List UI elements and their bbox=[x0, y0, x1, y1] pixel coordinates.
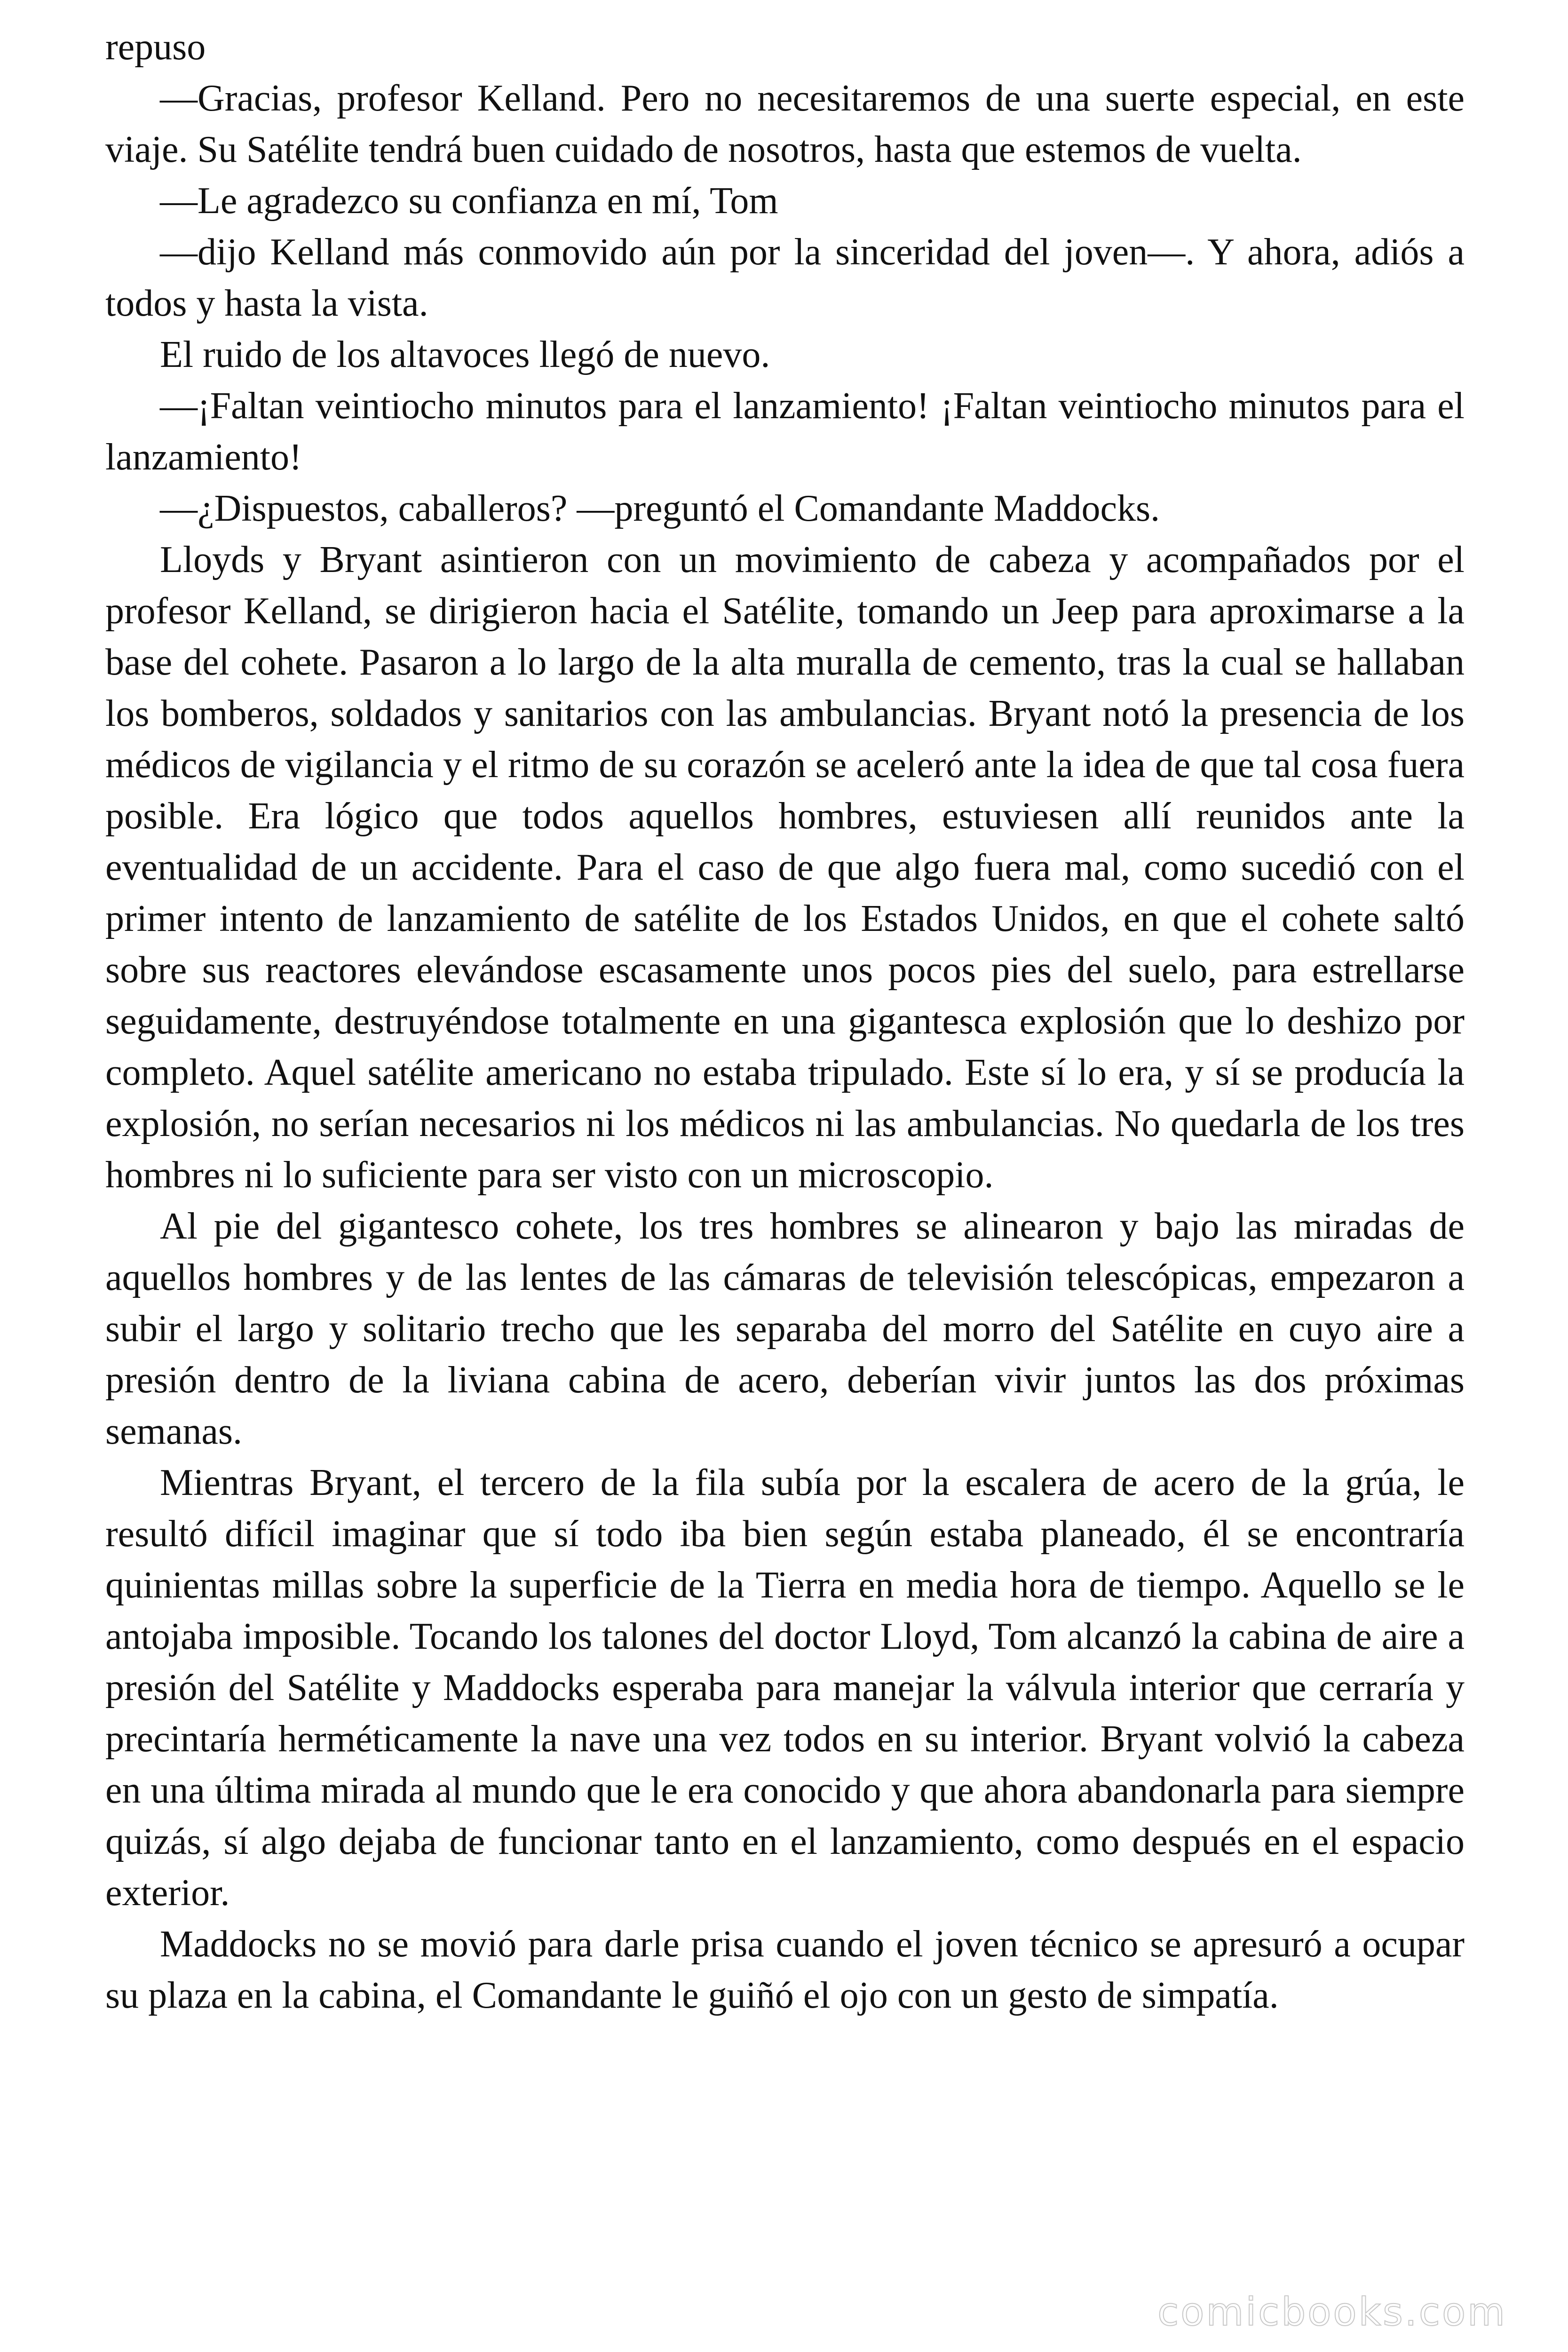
paragraph-10: Mientras Bryant, el tercero de la fila subía por la escalera de acero de la grúa, le resultó difícil imaginar que sí todo iba bien según estaba planeado, él se encontraría quinientas millas sobre la superficie de la Tierra en media hora de tiempo. Aquello se le antojaba imposible. Tocando los talones del doctor Lloyd, Tom alcanzó la cabina de aire a presión del Satélite y Maddocks esperaba para manejar la válvula interior que cerraría y precintaría herméticamente la nave una vez todos en su interior. Bryant volvió la cabeza en una última mirada al mundo que le era conocido y que ahora abandonarla para siempre quizás, sí algo dejaba de funcionar tanto en el lanzamiento, como después en el espacio exterior. bbox=[105, 1462, 1465, 1914]
paragraph-5: El ruido de los altavoces llegó de nuevo. bbox=[160, 334, 770, 375]
paragraph-3: —Le agradezco su confianza en mí, Tom bbox=[160, 180, 778, 222]
book-page-text bbox=[105, 22, 1465, 2021]
paragraph-9: Al pie del gigantesco cohete, los tres hombres se alinearon y bajo las miradas de aquellos hombres y de las lentes de las cámaras de televisión telescópicas, empezaron a subir el largo y solitario trecho que les separaba del morro del Satélite en cuyo aire a presión dentro de la liviana cabina de acero, deberían vivir juntos las dos próximas semanas. bbox=[105, 1206, 1465, 1452]
paragraph-4: —dijo Kelland más conmovido aún por la sinceridad del joven—. Y ahora, adiós a todos y hasta la vista. bbox=[105, 231, 1465, 324]
paragraph-6: —¡Faltan veintiocho minutos para el lanzamiento! ¡Faltan veintiocho minutos para el lanzamiento! bbox=[105, 385, 1465, 478]
paragraph-7: —¿Dispuestos, caballeros? —preguntó el Comandante Maddocks. bbox=[160, 488, 1160, 529]
paragraph-11: Maddocks no se movió para darle prisa cuando el joven técnico se apresuró a ocupar su plaza en la cabina, el Comandante le guiñó el ojo con un gesto de simpatía. bbox=[105, 1923, 1465, 2016]
paragraph-2: —Gracias, profesor Kelland. Pero no necesitaremos de una suerte especial, en este viaje. Su Satélite tendrá buen cuidado de nosotros, hasta que estemos de vuelta. bbox=[105, 78, 1465, 170]
paragraph-1: repuso bbox=[105, 26, 206, 68]
paragraph-8: Lloyds y Bryant asintieron con un movimiento de cabeza y acompañados por el profesor Kelland, se dirigieron hacia el Satélite, tomando un Jeep para aproximarse a la base del cohete. Pasaron a lo largo de la alta muralla de cemento, tras la cual se hallaban los bomberos, soldados y sanitarios con las ambulancias. Bryant notó la presencia de los médicos de vigilancia y el ritmo de su corazón se aceleró ante la idea de que tal cosa fuera posible. Era lógico que todos aquellos hombres, estuviesen allí reunidos ante la eventualidad de un accidente. Para el caso de que algo fuera mal, como sucedió con el primer intento de lanzamiento de satélite de los Estados Unidos, en que el cohete saltó sobre sus reactores elevándose escasamente unos pocos pies del suelo, para estrellarse seguidamente, destruyéndose totalmente en una gigantesca explosión que lo deshizo por completo. Aquel satélite americano no estaba tripulado. Este sí lo era, y sí se producía la explosión, no serían necesarios ni los médicos ni las ambulancias. No quedarla de los tres hombres ni lo suficiente para ser visto con un microscopio. bbox=[105, 539, 1465, 1196]
watermark: comicbooks.com bbox=[1157, 2290, 1507, 2335]
